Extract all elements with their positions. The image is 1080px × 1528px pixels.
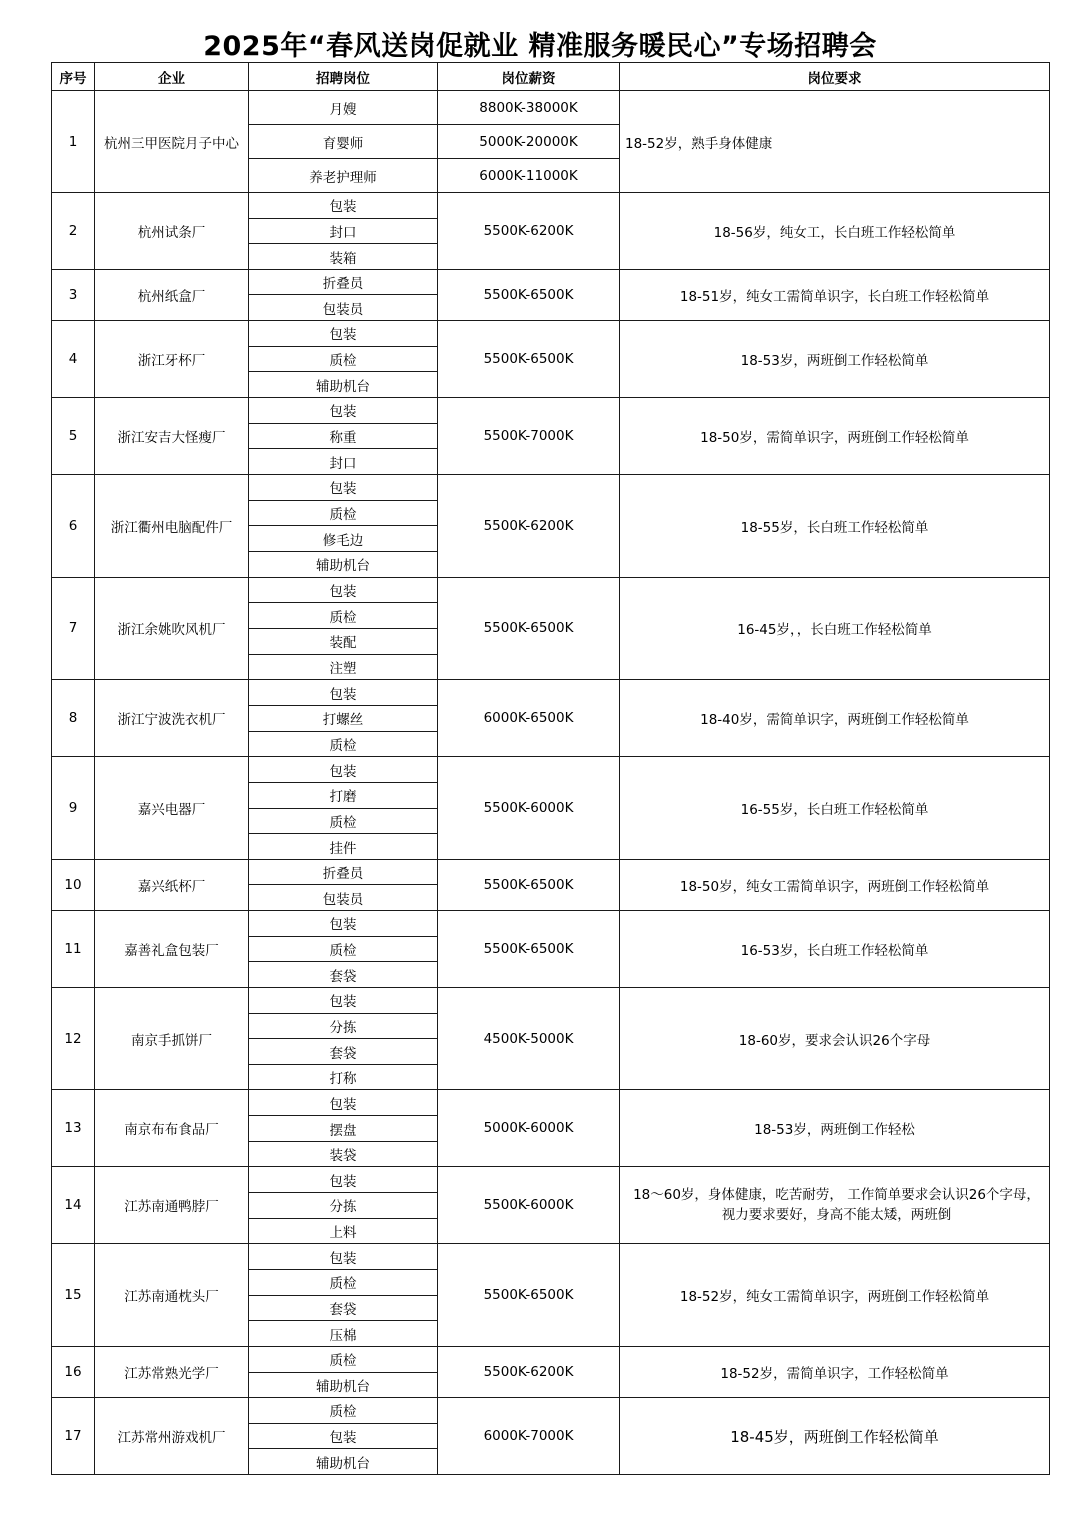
row-seq: 2 bbox=[52, 193, 95, 270]
row-requirements: 18-45岁，两班倒工作轻松简单 bbox=[620, 1398, 1050, 1475]
header-positions: 招聘岗位 bbox=[249, 63, 438, 91]
row-position: 装配 bbox=[249, 628, 438, 654]
row-position: 包装 bbox=[249, 910, 438, 936]
row-requirements: 18～60岁，身体健康，吃苦耐劳， 工作简单要求会认识26个字母，视力要求要好，身高不能太矮，两班倒 bbox=[620, 1167, 1050, 1244]
table-row bbox=[52, 680, 1050, 706]
row-position: 封口 bbox=[249, 449, 438, 475]
row-salary: 5500K-6500K bbox=[438, 577, 620, 680]
row-company: 江苏常州游戏机厂 bbox=[95, 1398, 249, 1475]
row-salary: 5500K-6200K bbox=[438, 474, 620, 577]
row-company: 浙江安吉大怪瘦厂 bbox=[95, 397, 249, 474]
row-position: 打磨 bbox=[249, 782, 438, 808]
row-requirements: 18-53岁，两班倒工作轻松 bbox=[620, 1090, 1050, 1167]
row-seq: 13 bbox=[52, 1090, 95, 1167]
row-company: 浙江宁波洗衣机厂 bbox=[95, 680, 249, 757]
row-salary: 6000K-6500K bbox=[438, 680, 620, 757]
row-salary: 5500K-6200K bbox=[438, 1347, 620, 1398]
row-company: 嘉善礼盒包装厂 bbox=[95, 910, 249, 987]
row-position: 摆盘 bbox=[249, 1116, 438, 1142]
row-position: 质检 bbox=[249, 1347, 438, 1373]
row-position: 套袋 bbox=[249, 1039, 438, 1065]
row-position: 套袋 bbox=[249, 1295, 438, 1321]
row-position: 包装 bbox=[249, 577, 438, 603]
row-salary: 5500K-6000K bbox=[438, 757, 620, 860]
row-position: 质检 bbox=[249, 500, 438, 526]
row-requirements: 18-52岁，需简单识字，工作轻松简单 bbox=[620, 1347, 1050, 1398]
table-row bbox=[52, 577, 1050, 603]
row-salary: 5500K-6500K bbox=[438, 859, 620, 910]
row-position: 挂件 bbox=[249, 834, 438, 860]
row-salary: 5500K-7000K bbox=[438, 397, 620, 474]
row-seq: 5 bbox=[52, 397, 95, 474]
table-row bbox=[52, 1167, 1050, 1193]
table-row bbox=[52, 269, 1050, 295]
row-position: 质检 bbox=[249, 346, 438, 372]
row-position: 装袋 bbox=[249, 1141, 438, 1167]
row-salary: 5000K-6000K bbox=[438, 1090, 620, 1167]
row-seq: 10 bbox=[52, 859, 95, 910]
row-position: 上料 bbox=[249, 1218, 438, 1244]
row-position: 包装 bbox=[249, 680, 438, 706]
table-row bbox=[52, 397, 1050, 423]
row-position: 质检 bbox=[249, 1398, 438, 1424]
row-position: 养老护理师 bbox=[249, 159, 438, 193]
row-salary: 5500K-6000K bbox=[438, 1167, 620, 1244]
table-row bbox=[52, 1398, 1050, 1424]
row-position: 包装员 bbox=[249, 885, 438, 911]
row-requirements: 18-50岁，需简单识字，两班倒工作轻松简单 bbox=[620, 397, 1050, 474]
row-position: 质检 bbox=[249, 731, 438, 757]
row-salary: 5500K-6200K bbox=[438, 193, 620, 270]
row-position: 打称 bbox=[249, 1064, 438, 1090]
table-row bbox=[52, 1090, 1050, 1116]
row-company: 浙江衢州电脑配件厂 bbox=[95, 474, 249, 577]
row-position: 包装 bbox=[249, 1244, 438, 1270]
row-position: 套袋 bbox=[249, 962, 438, 988]
row-company: 嘉兴纸杯厂 bbox=[95, 859, 249, 910]
recruitment-table bbox=[51, 62, 1050, 1475]
table-row bbox=[52, 910, 1050, 936]
row-position: 包装 bbox=[249, 1423, 438, 1449]
table-row bbox=[52, 193, 1050, 219]
row-requirements: 18-52岁，熟手身体健康 bbox=[620, 91, 1050, 193]
header-seq: 序号 bbox=[52, 63, 95, 91]
table-row bbox=[52, 474, 1050, 500]
row-position: 修毛边 bbox=[249, 526, 438, 552]
row-salary: 6000K-11000K bbox=[438, 159, 620, 193]
table-row bbox=[52, 320, 1050, 346]
row-position: 质检 bbox=[249, 936, 438, 962]
row-requirements: 18-53岁，两班倒工作轻松简单 bbox=[620, 320, 1050, 397]
row-salary: 5000K-20000K bbox=[438, 125, 620, 159]
row-position: 包装 bbox=[249, 1167, 438, 1193]
row-requirements: 18-55岁，长白班工作轻松简单 bbox=[620, 474, 1050, 577]
row-company: 江苏常熟光学厂 bbox=[95, 1347, 249, 1398]
page-title: 2025年“春风送岗促就业 精准服务暖民心”专场招聘会 bbox=[203, 31, 877, 62]
row-salary: 5500K-6500K bbox=[438, 910, 620, 987]
row-seq: 4 bbox=[52, 320, 95, 397]
row-requirements: 18-52岁，纯女工需简单识字，两班倒工作轻松简单 bbox=[620, 1244, 1050, 1347]
row-salary: 4500K-5000K bbox=[438, 987, 620, 1090]
row-position: 打螺丝 bbox=[249, 705, 438, 731]
row-position: 包装 bbox=[249, 474, 438, 500]
row-requirements: 16-53岁，长白班工作轻松简单 bbox=[620, 910, 1050, 987]
row-position: 装箱 bbox=[249, 244, 438, 270]
table-row bbox=[52, 859, 1050, 885]
row-position: 辅助机台 bbox=[249, 1372, 438, 1398]
row-salary: 5500K-6500K bbox=[438, 320, 620, 397]
row-position: 包装 bbox=[249, 320, 438, 346]
row-position: 分拣 bbox=[249, 1193, 438, 1219]
table-row bbox=[52, 757, 1050, 783]
row-salary: 5500K-6500K bbox=[438, 1244, 620, 1347]
table-row bbox=[52, 91, 1050, 125]
row-position: 月嫂 bbox=[249, 91, 438, 125]
header-requirements: 岗位要求 bbox=[620, 63, 1050, 91]
row-requirements: 18-50岁，纯女工需简单识字，两班倒工作轻松简单 bbox=[620, 859, 1050, 910]
row-requirements: 18-40岁，需简单识字，两班倒工作轻松简单 bbox=[620, 680, 1050, 757]
row-seq: 11 bbox=[52, 910, 95, 987]
row-company: 浙江牙杯厂 bbox=[95, 320, 249, 397]
row-position: 折叠员 bbox=[249, 269, 438, 295]
header-company: 企业 bbox=[95, 63, 249, 91]
row-seq: 8 bbox=[52, 680, 95, 757]
row-position: 质检 bbox=[249, 1270, 438, 1296]
row-requirements: 18-51岁，纯女工需简单识字，长白班工作轻松简单 bbox=[620, 269, 1050, 320]
row-requirements: 18-56岁，纯女工，长白班工作轻松简单 bbox=[620, 193, 1050, 270]
row-company: 杭州纸盒厂 bbox=[95, 269, 249, 320]
row-position: 包装员 bbox=[249, 295, 438, 321]
row-company: 江苏南通枕头厂 bbox=[95, 1244, 249, 1347]
row-position: 辅助机台 bbox=[249, 1449, 438, 1475]
row-requirements: 16-55岁，长白班工作轻松简单 bbox=[620, 757, 1050, 860]
row-company: 江苏南通鸭脖厂 bbox=[95, 1167, 249, 1244]
row-position: 包装 bbox=[249, 193, 438, 219]
row-requirements: 18-60岁，要求会认识26个字母 bbox=[620, 987, 1050, 1090]
row-company: 杭州三甲医院月子中心 bbox=[95, 91, 249, 193]
row-seq: 1 bbox=[52, 91, 95, 193]
row-position: 包装 bbox=[249, 987, 438, 1013]
row-position: 分拣 bbox=[249, 1013, 438, 1039]
row-seq: 6 bbox=[52, 474, 95, 577]
row-position: 压棉 bbox=[249, 1321, 438, 1347]
row-seq: 9 bbox=[52, 757, 95, 860]
row-position: 包装 bbox=[249, 1090, 438, 1116]
row-requirements: 16-45岁，，长白班工作轻松简单 bbox=[620, 577, 1050, 680]
row-seq: 17 bbox=[52, 1398, 95, 1475]
row-position: 辅助机台 bbox=[249, 551, 438, 577]
row-position: 称重 bbox=[249, 423, 438, 449]
table-header-row bbox=[52, 63, 1050, 91]
row-position: 质检 bbox=[249, 808, 438, 834]
row-company: 杭州试条厂 bbox=[95, 193, 249, 270]
row-seq: 16 bbox=[52, 1347, 95, 1398]
table-row bbox=[52, 1347, 1050, 1373]
row-seq: 3 bbox=[52, 269, 95, 320]
row-company: 南京布布食品厂 bbox=[95, 1090, 249, 1167]
table-row bbox=[52, 1244, 1050, 1270]
row-company: 嘉兴电器厂 bbox=[95, 757, 249, 860]
table-body bbox=[52, 91, 1050, 1475]
row-seq: 14 bbox=[52, 1167, 95, 1244]
row-salary: 5500K-6500K bbox=[438, 269, 620, 320]
row-position: 包装 bbox=[249, 397, 438, 423]
row-position: 包装 bbox=[249, 757, 438, 783]
row-position: 注塑 bbox=[249, 654, 438, 680]
row-company: 浙江余姚吹风机厂 bbox=[95, 577, 249, 680]
table-row bbox=[52, 987, 1050, 1013]
row-position: 封口 bbox=[249, 218, 438, 244]
row-salary: 8800K-38000K bbox=[438, 91, 620, 125]
row-seq: 15 bbox=[52, 1244, 95, 1347]
row-position: 折叠员 bbox=[249, 859, 438, 885]
row-seq: 12 bbox=[52, 987, 95, 1090]
row-seq: 7 bbox=[52, 577, 95, 680]
header-salary: 岗位薪资 bbox=[438, 63, 620, 91]
row-company: 南京手抓饼厂 bbox=[95, 987, 249, 1090]
row-salary: 6000K-7000K bbox=[438, 1398, 620, 1475]
row-position: 辅助机台 bbox=[249, 372, 438, 398]
row-position: 育婴师 bbox=[249, 125, 438, 159]
row-position: 质检 bbox=[249, 603, 438, 629]
